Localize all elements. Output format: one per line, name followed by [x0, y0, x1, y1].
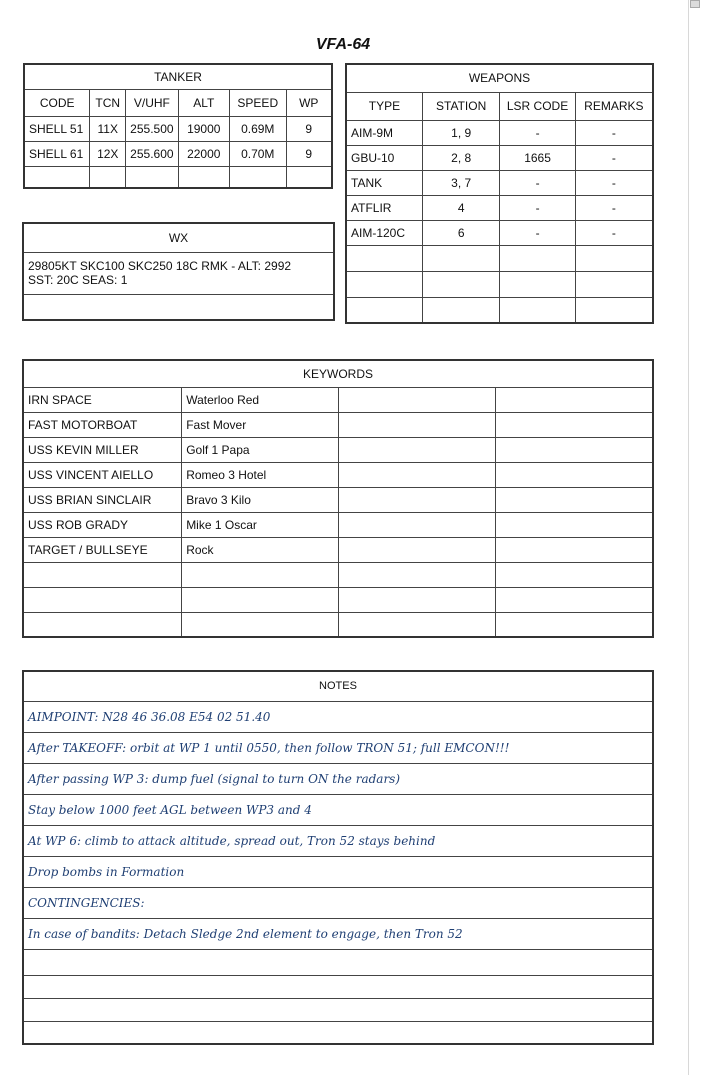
- table-row: [23, 887, 653, 918]
- table-row: [24, 166, 332, 188]
- table-cell: TANK: [346, 170, 422, 195]
- weapons-table: [345, 63, 654, 324]
- keyword-term: TARGET / BULLSEYE: [23, 537, 182, 562]
- table-cell: -: [575, 145, 653, 170]
- keyword-code: Fast Mover: [182, 412, 339, 437]
- table-row: [23, 412, 653, 437]
- table-row: [346, 120, 653, 145]
- column-header: V/UHF: [126, 89, 178, 116]
- weapons-title: WEAPONS: [346, 64, 653, 92]
- wx-report: [23, 252, 334, 294]
- keyword-code: Romeo 3 Hotel: [182, 462, 339, 487]
- note-line: After passing WP 3: dump fuel (signal to turn ON the radars): [23, 763, 653, 794]
- notes-table: [22, 670, 654, 1045]
- wx-table: [22, 222, 335, 321]
- keyword-code: Bravo 3 Kilo: [182, 487, 339, 512]
- keywords-title: KEYWORDS: [23, 360, 653, 387]
- table-row: [23, 732, 653, 763]
- table-row: [23, 387, 653, 412]
- table-row: [23, 856, 653, 887]
- table-row: [346, 170, 653, 195]
- column-header: TCN: [90, 89, 126, 116]
- note-line: At WP 6: climb to attack altitude, spread out, Tron 52 stays behind: [23, 825, 653, 856]
- tanker-table: [23, 63, 333, 189]
- table-cell: -: [500, 195, 575, 220]
- vertical-scrollbar[interactable]: [688, 0, 701, 1075]
- table-cell: -: [500, 220, 575, 245]
- table-cell: 19000: [178, 116, 229, 141]
- table-row: [23, 512, 653, 537]
- table-cell: -: [500, 170, 575, 195]
- keywords-table: [22, 359, 654, 638]
- table-cell: 2, 8: [422, 145, 500, 170]
- table-cell: 9: [286, 116, 332, 141]
- wx-line: 29805KT SKC100 SKC250 18C RMK - ALT: 2992: [28, 259, 292, 273]
- table-cell: 9: [286, 141, 332, 166]
- table-cell: GBU-10: [346, 145, 422, 170]
- table-cell: AIM-120C: [346, 220, 422, 245]
- close-icon[interactable]: [690, 0, 700, 8]
- keyword-code: Waterloo Red: [182, 387, 339, 412]
- table-row: [23, 998, 653, 1021]
- table-row: [23, 701, 653, 732]
- column-header: SPEED: [229, 89, 286, 116]
- table-row: [346, 271, 653, 297]
- table-row: [23, 462, 653, 487]
- table-cell: -: [575, 120, 653, 145]
- table-cell: 1665: [500, 145, 575, 170]
- table-cell: -: [575, 220, 653, 245]
- column-header: STATION: [422, 92, 500, 120]
- column-header: ALT: [178, 89, 229, 116]
- keyword-term: USS VINCENT AIELLO: [23, 462, 182, 487]
- table-row: [23, 587, 653, 612]
- table-cell: SHELL 61: [24, 141, 90, 166]
- wx-line: SST: 20C SEAS: 1: [28, 273, 128, 287]
- column-header: REMARKS: [575, 92, 653, 120]
- note-line: Drop bombs in Formation: [23, 856, 653, 887]
- keyword-code: Mike 1 Oscar: [182, 512, 339, 537]
- table-cell: 6: [422, 220, 500, 245]
- table-row: [346, 245, 653, 271]
- table-cell: SHELL 51: [24, 116, 90, 141]
- table-row: [23, 975, 653, 998]
- table-row: [23, 1021, 653, 1044]
- note-line: AIMPOINT: N28 46 36.08 E54 02 51.40: [23, 701, 653, 732]
- table-row: [346, 220, 653, 245]
- keyword-code: Golf 1 Papa: [182, 437, 339, 462]
- table-row: [23, 487, 653, 512]
- keyword-term: FAST MOTORBOAT: [23, 412, 182, 437]
- table-row: [24, 141, 332, 166]
- table-cell: 3, 7: [422, 170, 500, 195]
- column-header: WP: [286, 89, 332, 116]
- column-header: LSR CODE: [500, 92, 575, 120]
- table-cell: 11X: [90, 116, 126, 141]
- notes-title: NOTES: [23, 671, 653, 701]
- column-header: TYPE: [346, 92, 422, 120]
- table-row: [23, 794, 653, 825]
- tanker-title: TANKER: [24, 64, 332, 89]
- table-cell: AIM-9M: [346, 120, 422, 145]
- table-row: [23, 562, 653, 587]
- table-cell: 1, 9: [422, 120, 500, 145]
- table-row: [23, 918, 653, 949]
- note-line: CONTINGENCIES:: [23, 887, 653, 918]
- keyword-code: Rock: [182, 537, 339, 562]
- table-row: [23, 825, 653, 856]
- page-title: VFA-64: [315, 36, 371, 53]
- table-cell: 255.600: [126, 141, 178, 166]
- table-row: [23, 949, 653, 975]
- note-line: After TAKEOFF: orbit at WP 1 until 0550, then follow TRON 51; full EMCON!!!: [23, 732, 653, 763]
- table-cell: ATFLIR: [346, 195, 422, 220]
- table-cell: 4: [422, 195, 500, 220]
- keyword-term: USS ROB GRADY: [23, 512, 182, 537]
- keyword-term: USS BRIAN SINCLAIR: [23, 487, 182, 512]
- wx-title: WX: [23, 223, 334, 252]
- table-cell: 0.70M: [229, 141, 286, 166]
- table-cell: 255.500: [126, 116, 178, 141]
- table-cell: -: [500, 120, 575, 145]
- keyword-term: USS KEVIN MILLER: [23, 437, 182, 462]
- table-row: [23, 612, 653, 637]
- table-row: [346, 297, 653, 323]
- table-row: [346, 195, 653, 220]
- table-cell: -: [575, 170, 653, 195]
- table-row: [346, 145, 653, 170]
- table-row: [24, 116, 332, 141]
- keyword-term: IRN SPACE: [23, 387, 182, 412]
- note-line: In case of bandits: Detach Sledge 2nd element to engage, then Tron 52: [23, 918, 653, 949]
- table-cell: 12X: [90, 141, 126, 166]
- column-header: CODE: [24, 89, 90, 116]
- table-row: [23, 437, 653, 462]
- note-line: Stay below 1000 feet AGL between WP3 and 4: [23, 794, 653, 825]
- table-cell: 22000: [178, 141, 229, 166]
- table-row: [23, 537, 653, 562]
- table-cell: 0.69M: [229, 116, 286, 141]
- table-row: [23, 763, 653, 794]
- table-cell: -: [575, 195, 653, 220]
